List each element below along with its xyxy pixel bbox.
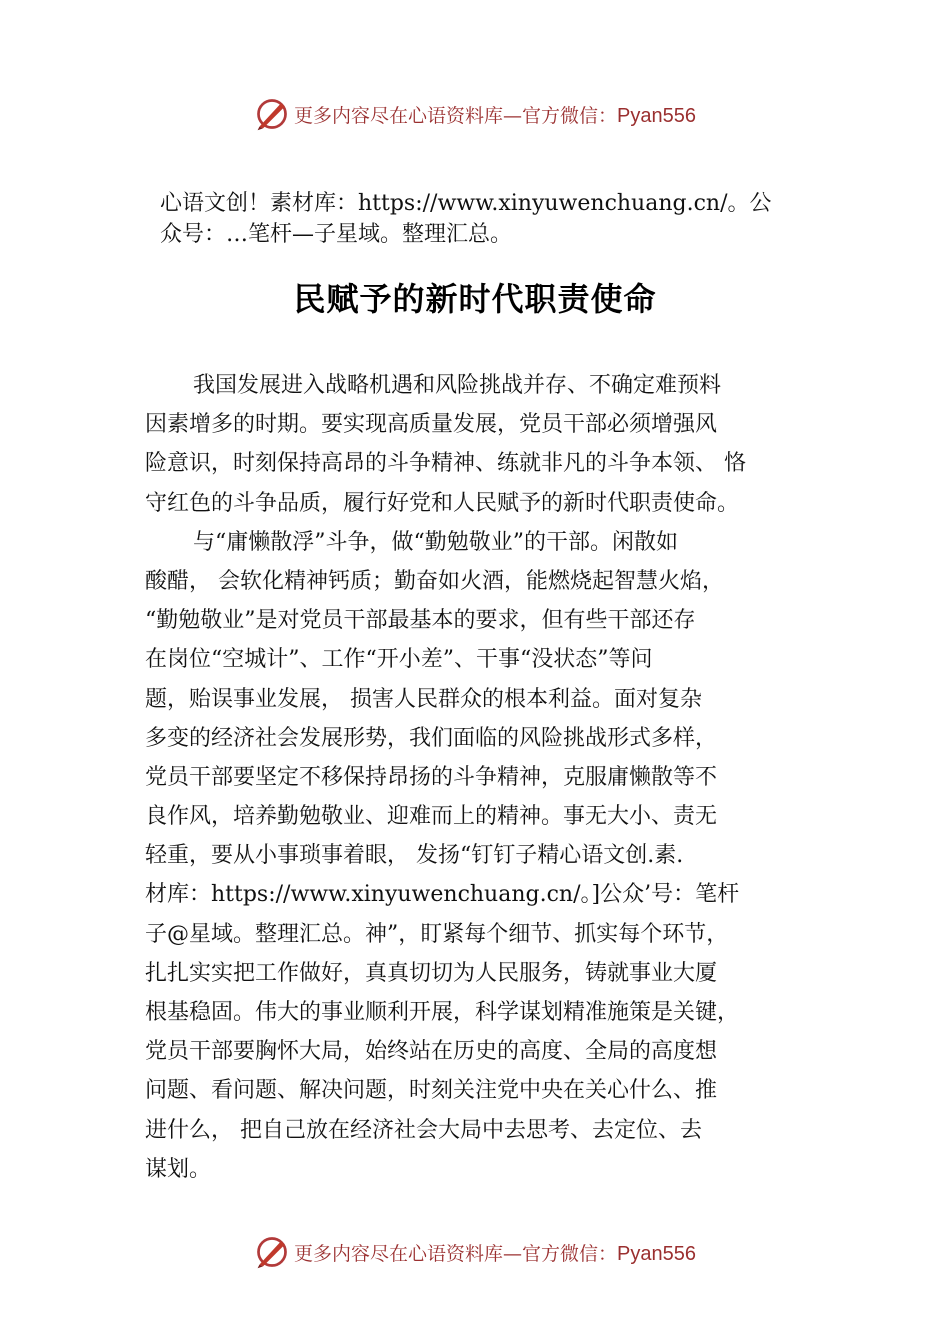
body-line: 进什么， 把自己放在经济社会大局中去思考、去定位、去 [145,1117,702,1143]
footer-banner-handle: Pyan556 [617,1242,696,1265]
body-line: 轻重，要从小事琐事着眼， 发扬“钉钉子精心语文创.素. [145,843,684,869]
footer-banner-text: 更多内容尽在心语资料库—官方微信： [294,1242,618,1265]
header-banner [0,94,950,134]
body-line: 在岗位“空城计”、工作“开小差”、干事“没状态”等问 [145,647,653,673]
body-line: 材库：https://www.xinyuwenchuang.cn/。]公众’号：笔杆 [145,882,740,908]
pen-logo-icon [254,1234,290,1270]
document-body [145,366,835,1189]
footer-banner [0,1232,950,1272]
source-note-line: 众号：…笔杆—子星域。整理汇总。 [160,222,513,247]
body-line: 险意识，时刻保持高昂的斗争精神、练就非凡的斗争本领、 恪 [145,451,746,477]
body-line: 良作风，培养勤勉敬业、迎难而上的精神。事无大小、责无 [145,804,718,830]
body-line: 党员干部要坚定不移保持昂扬的斗争精神，克服庸懒散等不 [145,764,718,790]
body-line: “勤勉敬业”是对党员干部最基本的要求，但有些干部还存 [145,608,696,634]
source-note [160,188,840,250]
body-line: 多变的经济社会发展形势，我们面临的风险挑战形式多样， [145,725,718,751]
header-banner-text: 更多内容尽在心语资料库—官方微信： [294,104,618,127]
document-title: 民赋予的新时代职责使命 [293,280,657,318]
body-line: 酸醋， 会软化精神钙质；勤奋如火酒，能燃烧起智慧火焰， [145,568,724,594]
body-line: 我国发展进入战略机遇和风险挑战并存、不确定难预料 [193,373,722,398]
header-banner-handle: Pyan556 [617,104,696,127]
body-line: 守红色的斗争品质，履行好党和人民赋予的新时代职责使命。 [145,490,740,516]
body-line: 与“庸懒散浮”斗争，做“勤勉敬业”的干部。闲散如 [193,529,678,555]
source-note-line: 心语文创！素材库：https://www.xinyuwenchuang.cn/。公 [160,191,772,216]
body-line: 题，贻误事业发展， 损害人民群众的根本利益。面对复杂 [145,686,702,712]
body-line: 因素增多的时期。要实现高质量发展，党员干部必须增强风 [145,412,718,438]
body-line: 扎扎实实把工作做好，真真切切为人民服务，铸就事业大厦 [145,960,718,986]
body-line: 谋划。 [145,1156,212,1182]
body-line: 子@星域。整理汇总。神”，盯紧每个细节、抓实每个环节， [145,921,729,947]
body-line: 问题、看问题、解决问题，时刻关注党中央在关心什么、推 [145,1078,718,1104]
pen-logo-icon [254,96,290,132]
body-line: 党员干部要胸怀大局，始终站在历史的高度、全局的高度想 [145,1039,718,1065]
body-line: 根基稳固。伟大的事业顺利开展，科学谋划精准施策是关键， [145,1000,740,1025]
